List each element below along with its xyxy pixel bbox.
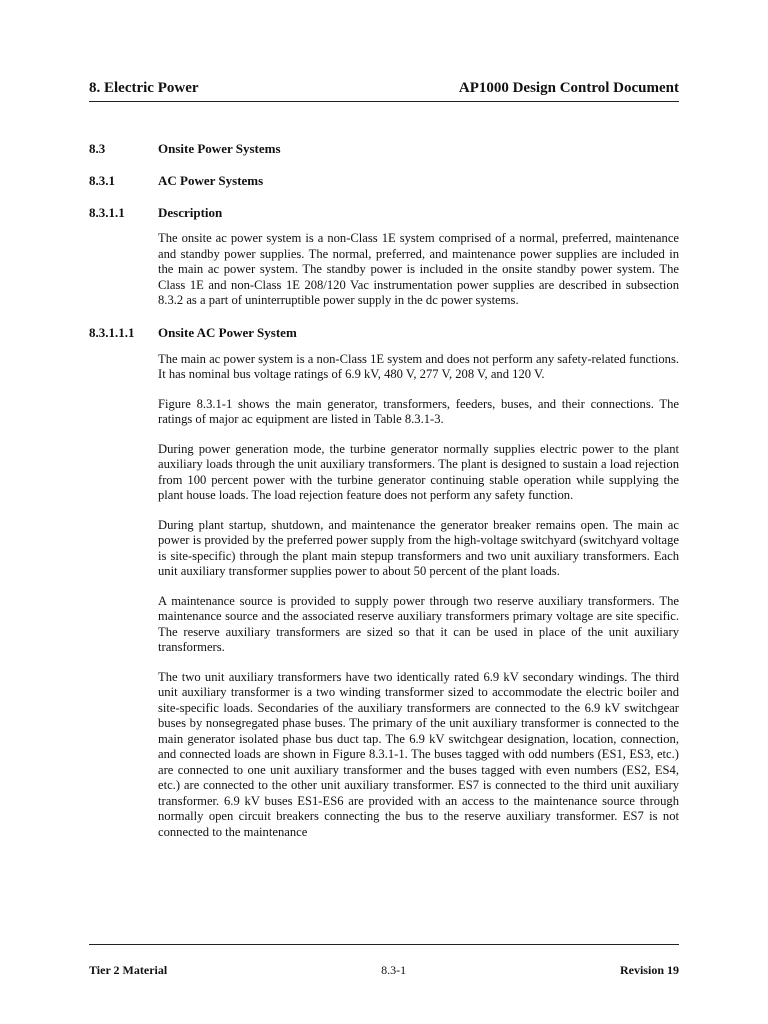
section-heading-8-3-1-1-1 (89, 324, 679, 341)
section-heading-8-3 (89, 140, 679, 157)
page-body (89, 140, 679, 840)
footer-tier-label: Tier 2 Material (89, 963, 168, 977)
section-title: Onsite AC Power System (158, 324, 297, 340)
document-title: AP1000 Design Control Document (458, 80, 679, 96)
paragraph: The onsite ac power system is a non-Class 1E system comprised of a normal, preferred, maintenance and standby power supplies. The normal, preferred, and maintenance power supplies are included in the main ac power system. The standby power is included in the onsite standby power system. The Class 1E and non-Class 1E 208/120 Vac instrumentation power supplies are described in subsection 8.3.2 as a part of uninterruptible power supply in the dc power systems. (158, 231, 679, 307)
paragraph: During plant startup, shutdown, and maintenance the generator breaker remains open. The main ac power is provided by the preferred power supply from the high-voltage switchyard (switchyard voltage is site-specific) through the plant main stepup transformers and two unit auxiliary transformers. Each unit auxiliary transformer supplies power to about 50 percent of the plant loads. (158, 517, 679, 578)
section-number: 8.3.1.1 (89, 205, 125, 220)
paragraph: During power generation mode, the turbine generator normally supplies electric power to the plant auxiliary loads through the unit auxiliary transformers. The plant is designed to sustain a load rejection from 100 percent power with the turbine generator continuing stable operation while supplying the plant house loads. The load rejection feature does not perform any safety function. (158, 441, 679, 502)
paragraph: A maintenance source is provided to supply power through two reserve auxiliary transformers. The maintenance source and the associated reserve auxiliary transformers primary voltage are site specific. The reserve auxiliary transformers are sized so that it can be used in place of the unit auxiliary transformers. (158, 593, 679, 654)
section-title: Onsite Power Systems (158, 141, 281, 156)
section-title: AC Power Systems (158, 173, 264, 188)
section-title: Description (158, 205, 223, 220)
section-number: 8.3 (89, 141, 106, 156)
section-number: 8.3.1.1.1 (89, 324, 135, 340)
page-header (89, 80, 679, 102)
chapter-title: 8. Electric Power (89, 80, 199, 96)
page-footer (89, 944, 679, 978)
section-heading-8-3-1-1 (89, 204, 679, 221)
paragraph: Figure 8.3.1-1 shows the main generator, transformers, feeders, buses, and their connections. The ratings of major ac equipment are listed in Table 8.3.1-3. (158, 396, 679, 426)
paragraph: The main ac power system is a non-Class 1E system and does not perform any safety-related functions. It has nominal bus voltage ratings of 6.9 kV, 480 V, 277 V, 208 V, and 120 V. (158, 351, 679, 381)
revision-label: Revision 19 (619, 963, 679, 977)
section-heading-8-3-1 (89, 172, 679, 189)
page-number: 8.3-1 (381, 963, 407, 977)
section-number: 8.3.1 (89, 173, 115, 188)
paragraph: The two unit auxiliary transformers have two identically rated 6.9 kV secondary windings. The third unit auxiliary transformer is a two winding transformer sized to accommodate the electric boiler and site-specific loads. Secondaries of the auxiliary transformers are connected to the 6.9 kV switchgear buses by nonsegregated phase buses. The primary of the unit auxiliary transformer is connected to the main generator isolated phase bus duct tap. The 6.9 kV switchgear designation, location, connection, and connected loads are shown in Figure 8.3.1-1. The buses tagged with odd numbers (ES1, ES3, etc.) are connected to one unit auxiliary transformer and the buses tagged with even numbers (ES2, ES4, etc.) are connected to the other unit auxiliary transformer. ES7 is connected to the third unit auxiliary transformer. 6.9 kV buses ES1-ES6 are provided with an access to the maintenance source through normally open circuit breakers connecting the bus to the reserve auxiliary transformer. ES7 is not connected to the maintenance (158, 669, 679, 839)
